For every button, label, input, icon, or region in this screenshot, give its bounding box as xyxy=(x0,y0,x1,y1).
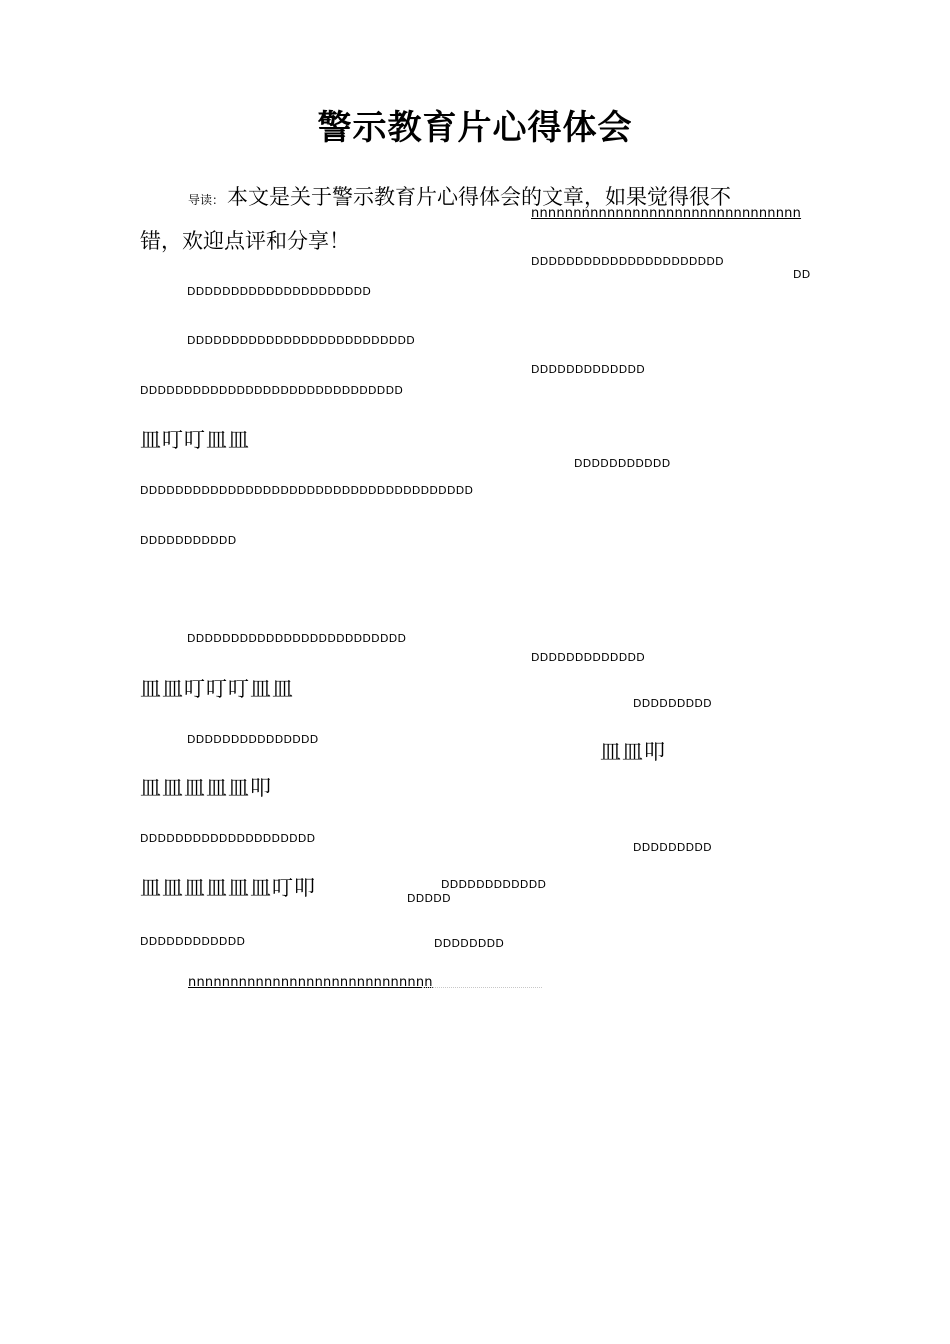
garbled-text: DDDDDDDD xyxy=(434,937,505,950)
garbled-text: DD xyxy=(793,268,811,281)
intro-line-2: 错，欢迎点评和分享！ xyxy=(140,229,350,253)
garbled-underlined-text: nnnnnnnnnnnnnnnnnnnnnnnnnnnnnnnn xyxy=(531,206,802,221)
dotted-leader xyxy=(422,987,542,988)
garbled-text: DDDDDDDDDDDDDDDDDDDDDDDDD xyxy=(187,632,407,645)
garbled-underlined-text: nnnnnnnnnnnnnnnnnnnnnnnnnnnnn xyxy=(188,975,433,990)
garbled-text: DDDDDDDDDDDDDDD xyxy=(187,733,319,746)
garbled-heading: 皿叮叮皿皿 xyxy=(140,428,250,452)
garbled-text: DDDDDDDDDDDDDDDDDDDDD xyxy=(187,285,372,298)
intro-label: 导读： xyxy=(188,193,225,207)
document-title: 警示教育片心得体会 xyxy=(317,108,633,148)
garbled-text: DDDDDDDDD xyxy=(633,841,712,854)
garbled-heading: 皿皿叩 xyxy=(600,740,666,764)
garbled-text: DDDDDDDDDDDDD xyxy=(531,363,646,376)
garbled-heading: 皿皿皿皿皿皿叮叩 xyxy=(140,876,316,900)
garbled-text: DDDDDDDDDDD xyxy=(574,457,671,470)
garbled-text: DDDDDDDDDDDDDDDDDDDDDDDDDDDDDD xyxy=(140,384,404,397)
garbled-text: DDDDDDDDDDDDDDDDDDDDDDDDDD xyxy=(187,334,416,347)
garbled-text: DDDDDDDDDDD xyxy=(140,534,237,547)
garbled-text: DDDDDDDDDDDD xyxy=(441,878,547,891)
garbled-text: DDDDD xyxy=(407,892,451,905)
garbled-heading: 皿皿叮叮叮皿皿 xyxy=(140,677,294,701)
garbled-heading: 皿皿皿皿皿叩 xyxy=(140,776,272,800)
garbled-text: DDDDDDDDD xyxy=(633,697,712,710)
garbled-text: DDDDDDDDDDDD xyxy=(140,935,246,948)
garbled-text: DDDDDDDDDDDDD xyxy=(531,651,646,664)
garbled-text: DDDDDDDDDDDDDDDDDDDDDDDDDDDDDDDDDDDDDD xyxy=(140,484,474,497)
garbled-text: DDDDDDDDDDDDDDDDDDDDDD xyxy=(531,255,724,268)
intro-line-1: 本文是关于警示教育片心得体会的文章，如果觉得很不 xyxy=(227,185,731,209)
garbled-text: DDDDDDDDDDDDDDDDDDDD xyxy=(140,832,316,845)
